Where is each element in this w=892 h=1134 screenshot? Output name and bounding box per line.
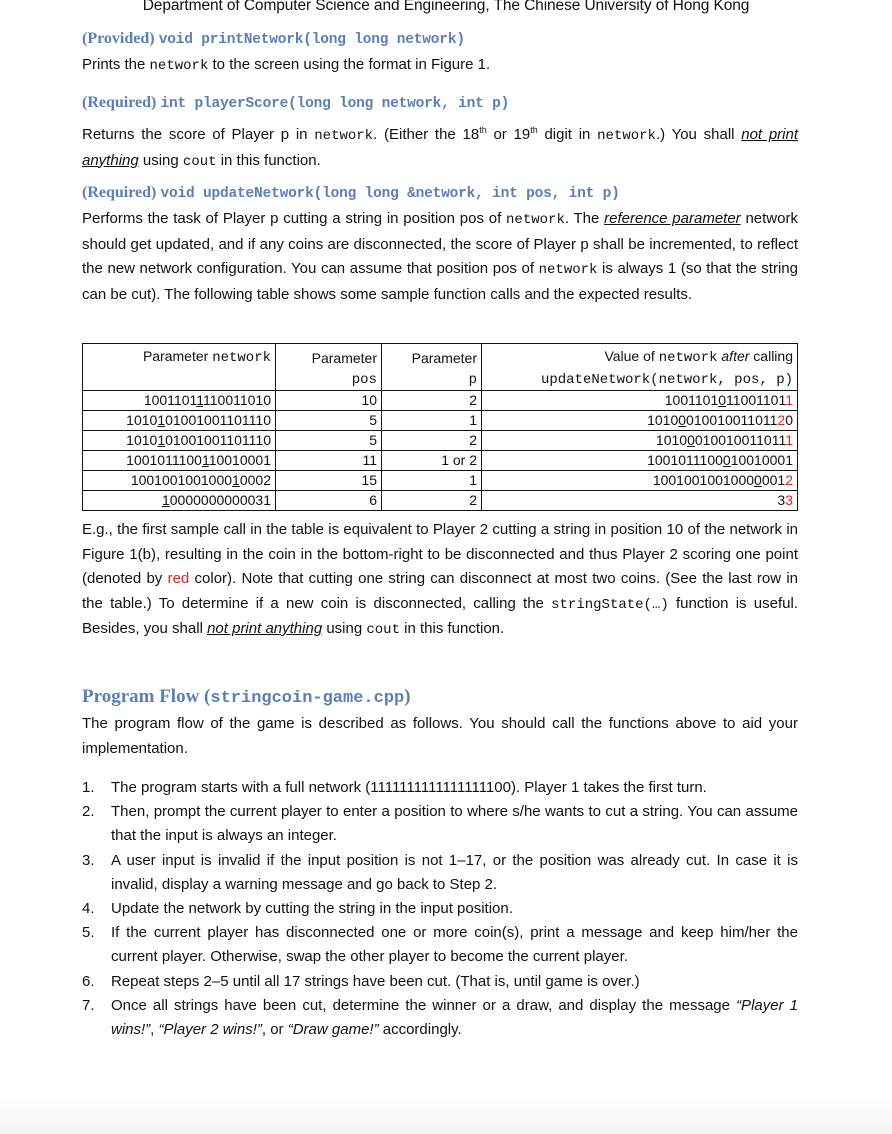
cell-p: 2 xyxy=(382,391,482,411)
section-intro: The program flow of the game is described as follows. You should call the functions above to aid your implementation. xyxy=(82,715,798,757)
header-result: Value of network after calling updateNetwork(network, pos, p) xyxy=(482,344,798,391)
signature-code: void updateNetwork(long long &network, int pos, int p) xyxy=(160,186,620,202)
table-row xyxy=(83,471,798,491)
cell-network: 10000000000031 xyxy=(83,491,276,511)
table-header-row xyxy=(83,344,798,391)
required-tag: (Required) xyxy=(82,94,157,111)
running-header: Department of Computer Science and Engineering, The Chinese University of Hong Kong xyxy=(142,0,750,14)
program-flow-steps xyxy=(82,776,798,1042)
cell-p: 2 xyxy=(382,431,482,451)
list-item: 2. Then, prompt the current player to enter a position to where s/he wants to cut a string. You can assume that the input is always an integer. xyxy=(82,803,798,845)
cell-pos: 11 xyxy=(276,451,382,471)
emphasis-not-print: not print anything xyxy=(207,620,323,637)
sample-calls-table xyxy=(82,343,798,511)
cell-p: 1 xyxy=(382,411,482,431)
section-title-program-flow: Program Flow (stringcoin-game.cpp) xyxy=(82,686,411,708)
table-row xyxy=(83,451,798,471)
cell-result: 33 xyxy=(482,491,798,511)
header-pos: Parameter pos xyxy=(276,344,382,391)
list-item: 4. Update the network by cutting the string in the input position. xyxy=(82,900,513,918)
cell-result: 1010001001001101120 xyxy=(482,411,798,431)
cell-pos: 5 xyxy=(276,411,382,431)
cell-p: 1 xyxy=(382,471,482,491)
cell-result: 1001011100010010001 xyxy=(482,451,798,471)
list-item: 5. If the current player has disconnected one or more coin(s), print a message and keep him/her the current player. Otherwise, swap the other player to become the current player. xyxy=(82,924,798,966)
cell-network: 1010101001001101110 xyxy=(83,431,276,451)
function-description-printnetwork: Prints the network to the screen using the format in Figure 1. xyxy=(82,56,491,74)
cell-p: 2 xyxy=(382,491,482,511)
emphasis-reference-parameter: reference parameter xyxy=(604,210,741,227)
function-signature-playerscore xyxy=(82,94,509,112)
cell-pos: 6 xyxy=(276,491,382,511)
cell-result: 100100100100000012 xyxy=(482,471,798,491)
cell-result: 101000100100110111 xyxy=(482,431,798,451)
table-row xyxy=(83,431,798,451)
signature-code: void printNetwork(long long network) xyxy=(158,32,465,48)
function-description-updatenetwork: Performs the task of Player p cutting a string in position pos of network. The reference parameter network should get updated, and if any coins are disconnected, the score of Player p shall be incremented, to reflect the new network configuration. You can assume that position pos of network is always 1 (so that the string can be cut). The following table shows some sample function calls and the expected results. xyxy=(82,210,798,303)
cell-pos: 5 xyxy=(276,431,382,451)
cell-network: 100100100100010002 xyxy=(83,471,276,491)
cell-result: 10011010110011011 xyxy=(482,391,798,411)
cell-pos: 15 xyxy=(276,471,382,491)
list-item: 3. A user input is invalid if the input position is not 1–17, or the position was already cut. In case it is invalid, display a warning message and go back to Step 2. xyxy=(82,851,798,893)
example-paragraph: E.g., the first sample call in the table is equivalent to Player 2 cutting a string in position 10 of the network in Figure 1(b), resulting in the coin in the bottom-right to be disconnected and thus Player 2 scoring one point (denoted by red color). Note that cutting one string can disconnect at most two coins. (See the last row in the table.) To determine if a new coin is disconnected, calling the stringState(…) function is useful. Besides, you shall not print anything using cout in this function. xyxy=(82,521,798,638)
signature-code: int playerScore(long long network, int p) xyxy=(160,96,510,112)
red-word: red xyxy=(167,570,190,587)
table-row xyxy=(83,411,798,431)
emphasis-not-print: not print anything xyxy=(82,126,799,169)
list-item: 6. Repeat steps 2–5 until all 17 strings have been cut. (That is, until game is over.) xyxy=(82,972,640,990)
function-signature-printnetwork xyxy=(82,30,465,48)
list-item: 7. Once all strings have been cut, determine the winner or a draw, and display the message “Player 1 wins!”, “Player 2 wins!”, or “Draw game!” accordingly. xyxy=(82,996,798,1039)
cell-p: 1 or 2 xyxy=(382,451,482,471)
function-signature-updatenetwork xyxy=(82,184,620,202)
cell-network: 1001011100110010001 xyxy=(83,451,276,471)
function-description-playerscore: Returns the score of Player p in network. (Either the 18th or 19th digit in network.) You shall not print anything using cout in this function. xyxy=(82,125,799,170)
header-network: Parameter network xyxy=(83,344,276,391)
cell-pos: 10 xyxy=(276,391,382,411)
header-p: Parameter p xyxy=(382,344,482,391)
cell-network: 10011011110011010 xyxy=(83,391,276,411)
table-row xyxy=(83,391,798,411)
provided-tag: (Provided) xyxy=(82,30,155,47)
cell-network: 1010101001001101110 xyxy=(83,411,276,431)
list-item: 1. The program starts with a full network (1111111111111111100). Player 1 takes the first turn. xyxy=(82,779,707,796)
required-tag: (Required) xyxy=(82,184,157,201)
table-row xyxy=(83,491,798,511)
